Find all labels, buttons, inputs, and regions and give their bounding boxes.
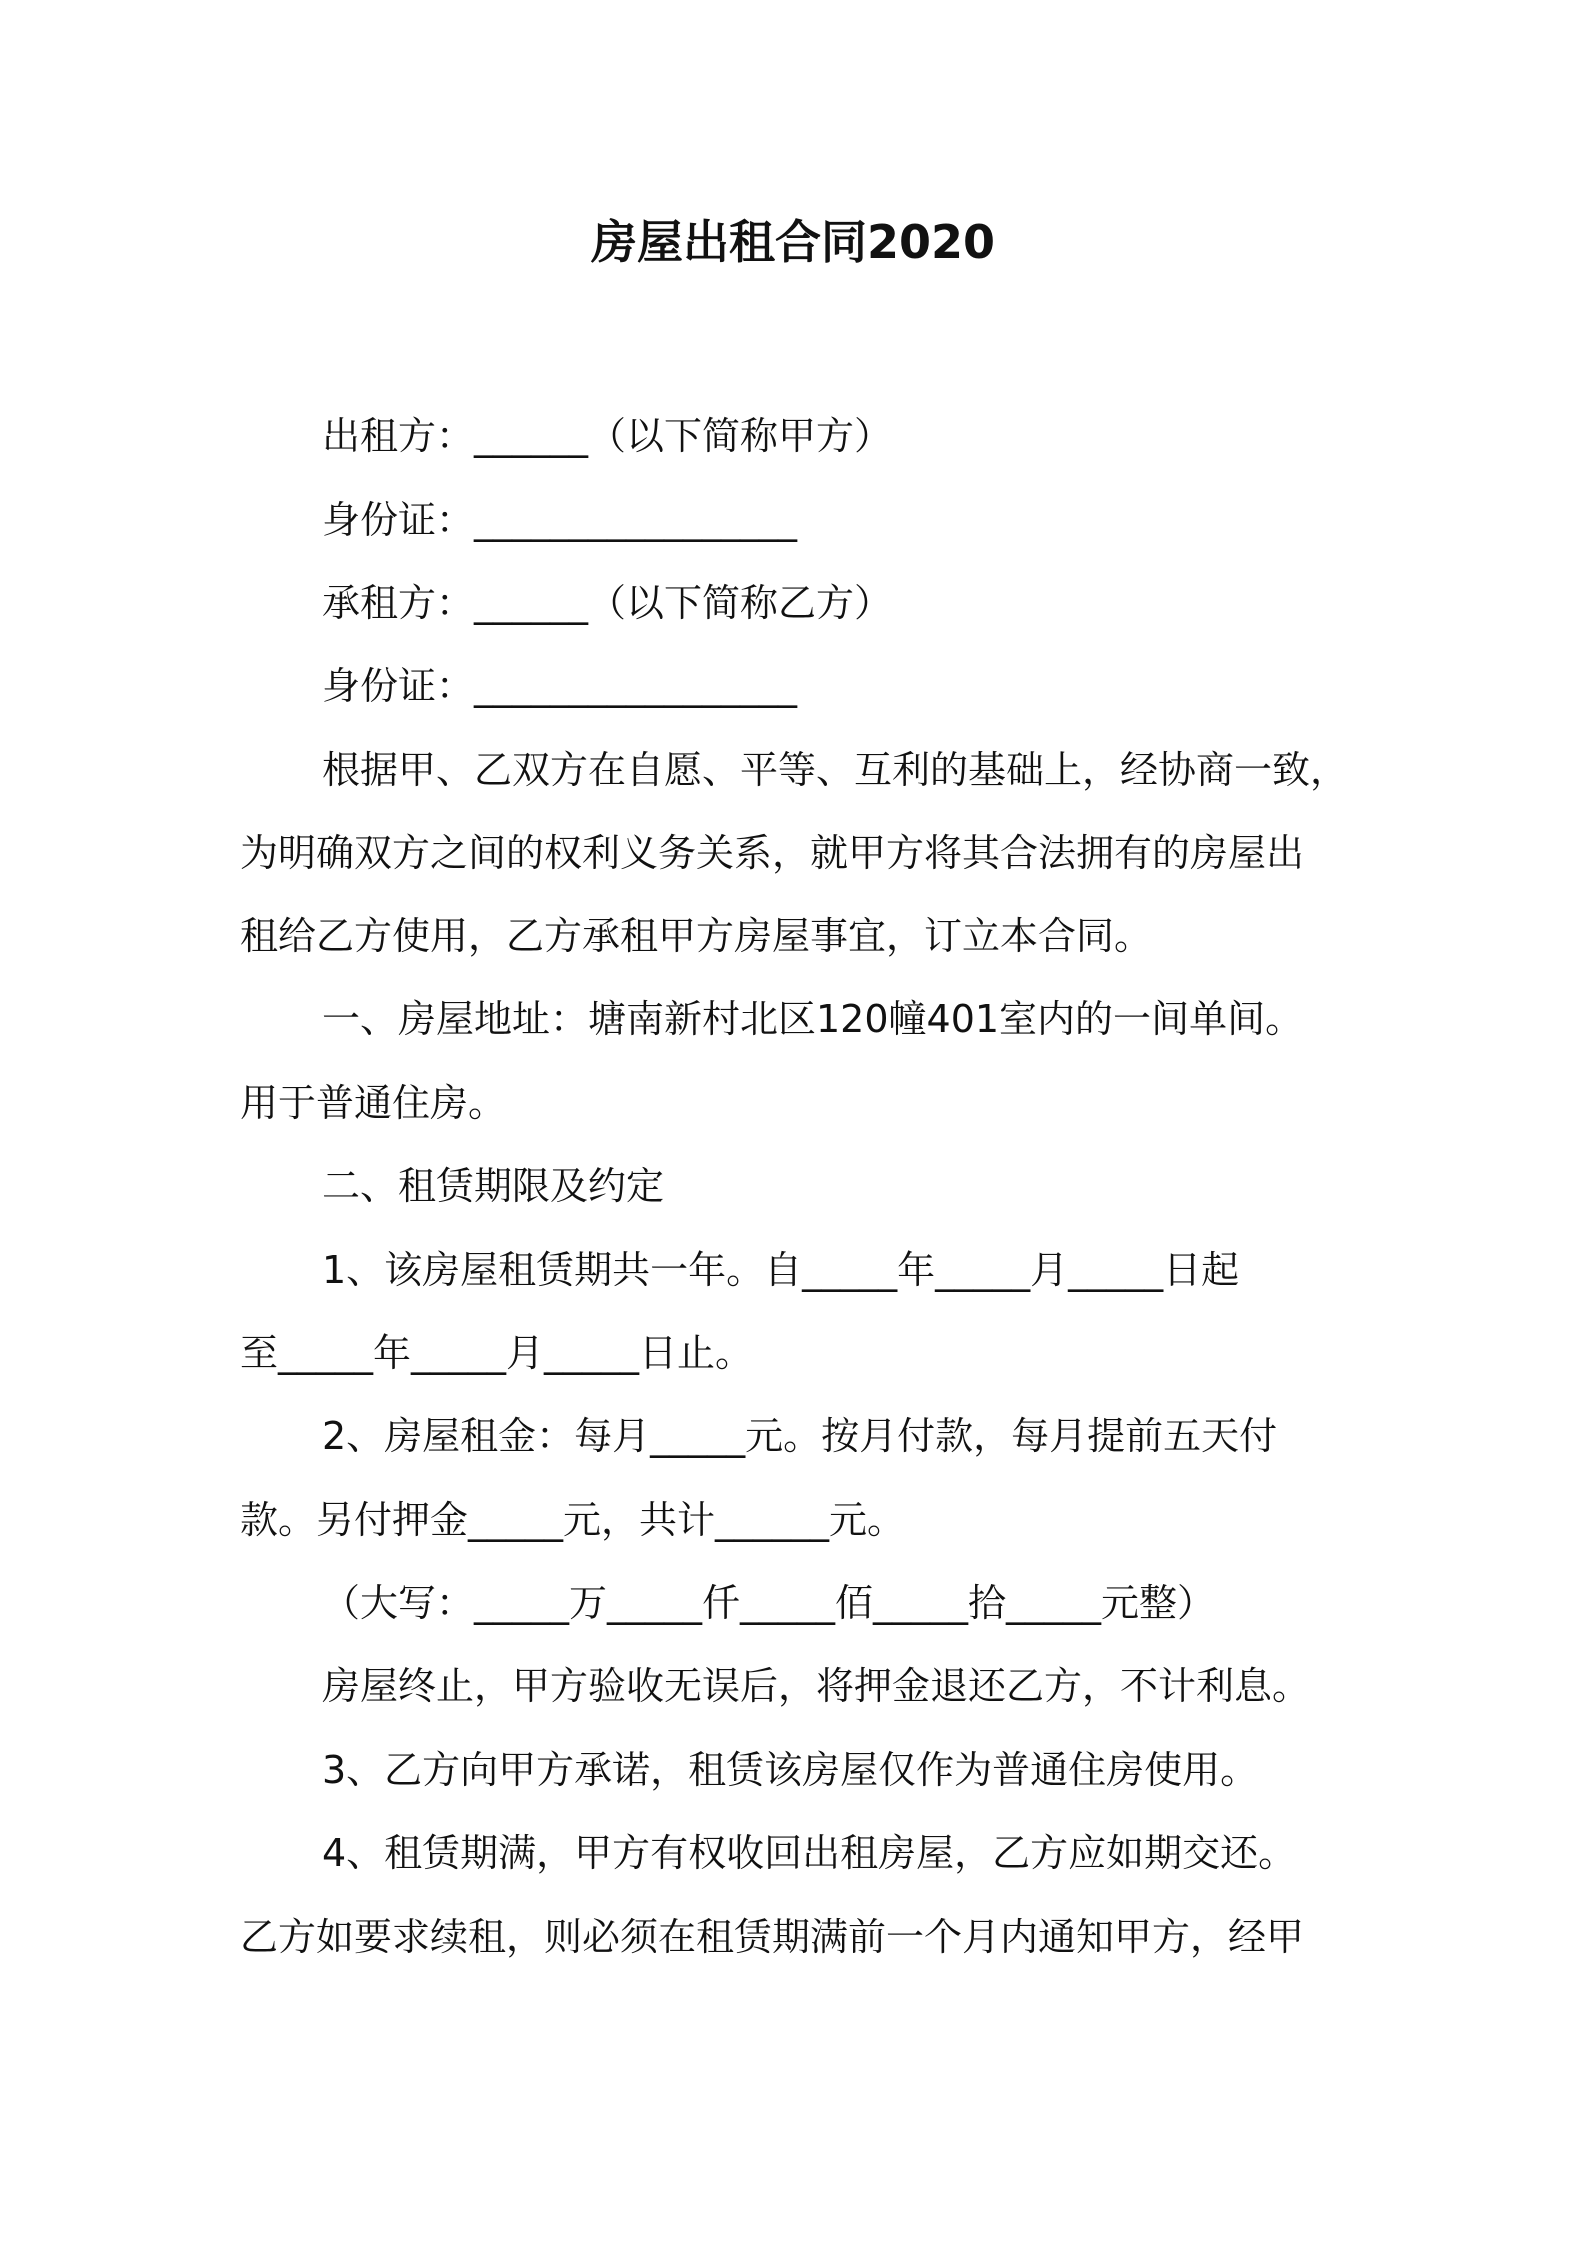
clause-2-2-line-1: 2、房屋租金：每月_____元。按月付款，每月提前五天付 xyxy=(322,1414,1278,1458)
clause-2-2-deposit-return: 房屋终止，甲方验收无误后，将押金退还乙方，不计利息。 xyxy=(322,1664,1311,1708)
preamble-line-2: 为明确双方之间的权利义务关系，就甲方将其合法拥有的房屋出 xyxy=(240,831,1305,875)
clause-2-2-line-2: 款。另付押金_____元，共计______元。 xyxy=(240,1498,906,1542)
clause-2-1-line-1: 1、该房屋租赁期共一年。自_____年_____月_____日起 xyxy=(322,1248,1240,1292)
document-title: 房屋出租合同2020 xyxy=(590,215,996,269)
clause-2-1-line-2: 至_____年_____月_____日止。 xyxy=(240,1331,754,1375)
lessee-line: 承租方：______（以下简称乙方） xyxy=(322,581,893,625)
clause-2-2-amount-words: （大写：_____万_____仟_____佰_____拾_____元整） xyxy=(322,1581,1216,1625)
preamble-line-3: 租给乙方使用，乙方承租甲方房屋事宜，订立本合同。 xyxy=(240,914,1153,958)
clause-2-heading: 二、租赁期限及约定 xyxy=(322,1164,665,1208)
clause-2-3: 3、乙方向甲方承诺，租赁该房屋仅作为普通住房使用。 xyxy=(322,1748,1259,1792)
clause-2-4-line-2: 乙方如要求续租，则必须在租赁期满前一个月内通知甲方，经甲 xyxy=(240,1915,1305,1959)
lessor-id-line: 身份证：_________________ xyxy=(322,498,798,542)
lessor-line: 出租方：______（以下简称甲方） xyxy=(322,414,893,458)
clause-2-4-line-1: 4、租赁期满，甲方有权收回出租房屋，乙方应如期交还。 xyxy=(322,1831,1297,1875)
clause-1-address: 一、房屋地址：塘南新村北区120幢401室内的一间单间。 xyxy=(322,997,1304,1041)
preamble-line-1: 根据甲、乙双方在自愿、平等、互利的基础上，经协商一致， xyxy=(322,748,1349,792)
clause-1-usage: 用于普通住房。 xyxy=(240,1081,507,1125)
lessee-id-line: 身份证：_________________ xyxy=(322,664,798,708)
